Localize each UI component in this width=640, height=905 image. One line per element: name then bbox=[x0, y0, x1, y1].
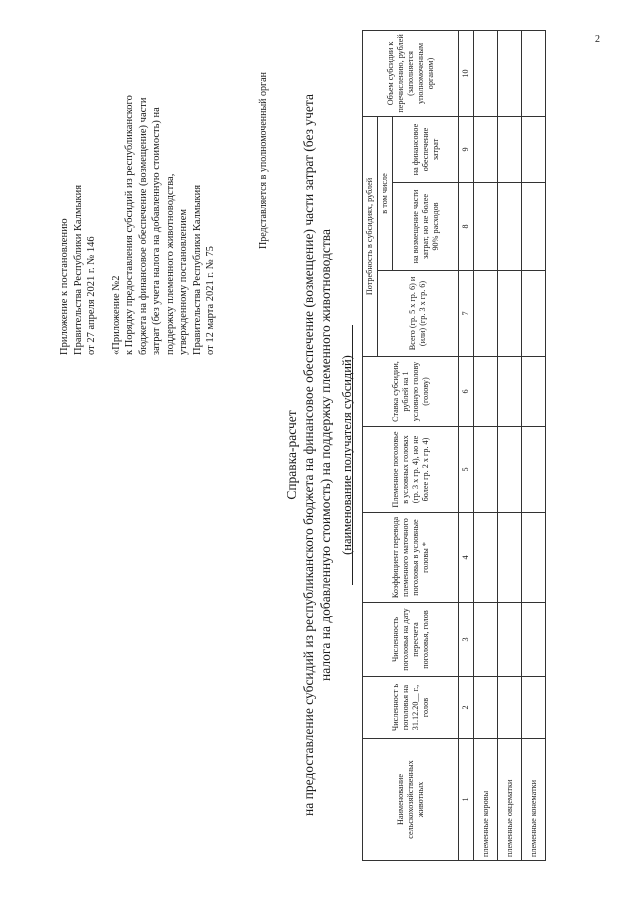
column-number: 7 bbox=[459, 271, 474, 357]
row-label: племенные овцематки bbox=[498, 739, 522, 861]
header-row bbox=[363, 30, 378, 860]
page-number: 2 bbox=[595, 34, 600, 45]
header-cell: Наименование сельскохозяйственных животных bbox=[363, 739, 459, 861]
authority-note: Представляется в уполномоченный орган bbox=[258, 72, 269, 249]
header-cell: Численност ь поголовья на 31.12.20__ г., голов bbox=[363, 677, 459, 739]
header-cell: в том числе bbox=[378, 116, 393, 270]
column-number: 1 bbox=[459, 739, 474, 861]
appendix-header bbox=[58, 35, 218, 355]
header-cell: Всего (гр. 5 х гр. 6) и (или) (гр. 3 х гр. 6) bbox=[378, 271, 459, 357]
calculation-table bbox=[362, 30, 546, 861]
header-cell: Численность поголовья на дату пересчета поголовья, голов bbox=[363, 603, 459, 677]
column-number: 2 bbox=[459, 677, 474, 739]
header-cell: Племенное поголовье в условных головах (гр. 3 х гр. 4), но не более гр. 2 х гр. 4) bbox=[363, 427, 459, 513]
appendix2-line: затрат (без учета налога на добавленную стоимость) на bbox=[151, 107, 162, 355]
column-number: 3 bbox=[459, 603, 474, 677]
document-title bbox=[283, 25, 334, 885]
column-number: 5 bbox=[459, 427, 474, 513]
appendix2-line: от 12 марта 2021 г. № 75 bbox=[205, 246, 216, 355]
recipient-caption: (наименование получателя субсидий) bbox=[340, 355, 354, 555]
header-cell: на возмещение части затрат, но не более 90% расходов bbox=[393, 183, 459, 271]
header-cell: Потребность в субсидиях, рублей bbox=[363, 116, 378, 356]
table-row bbox=[522, 30, 546, 860]
header-cell: Объем субсидии к перечислению, рублей (заполняется уполномоченным органом) bbox=[363, 30, 459, 116]
column-number: 8 bbox=[459, 183, 474, 271]
appendix2-line: поддержку племенного животноводства, bbox=[164, 173, 176, 355]
appendix-line: Правительства Республики Калмыкия bbox=[72, 184, 84, 355]
title-line: Справка-расчет bbox=[284, 410, 299, 500]
title-line: на предоставление субсидий из республиканского бюджета на финансовое обеспечение (возмещение) части затрат (без учета bbox=[301, 94, 316, 816]
row-label: племенные конематки bbox=[522, 739, 546, 861]
header-cell: Коэффициент перевода племенного маточного поголовья в условные головы * bbox=[363, 513, 459, 603]
header-cell: Ставка субсидии, рублей на 1 условную голову (голову) bbox=[363, 357, 459, 427]
appendix2-line: Правительства Республики Калмыкия bbox=[191, 184, 203, 355]
column-number-row bbox=[459, 30, 474, 860]
row-label: племенные коровы bbox=[474, 739, 498, 861]
appendix2-line: бюджета на финансовое обеспечение (возмещение) части bbox=[137, 97, 149, 355]
header-cell: на финансовое обеспечение затрат bbox=[393, 116, 459, 182]
appendix-line: от 27 апреля 2021 г. № 146 bbox=[86, 236, 97, 355]
column-number: 9 bbox=[459, 116, 474, 182]
table-row bbox=[474, 30, 498, 860]
column-number: 10 bbox=[459, 30, 474, 116]
appendix2-line: утвержденному постановлением bbox=[178, 208, 189, 355]
appendix2-line: «Приложение №2 bbox=[110, 275, 122, 355]
appendix2-line: к Порядку предоставления субсидий из республиканского bbox=[124, 95, 135, 355]
appendix-line: Приложение к постановлению bbox=[59, 218, 70, 355]
column-number: 6 bbox=[459, 357, 474, 427]
column-number: 4 bbox=[459, 513, 474, 603]
table-row bbox=[498, 30, 522, 860]
title-line: налога на добавленную стоимость) на поддержку племенного животноводства bbox=[318, 229, 333, 681]
rotated-document bbox=[0, 25, 640, 885]
